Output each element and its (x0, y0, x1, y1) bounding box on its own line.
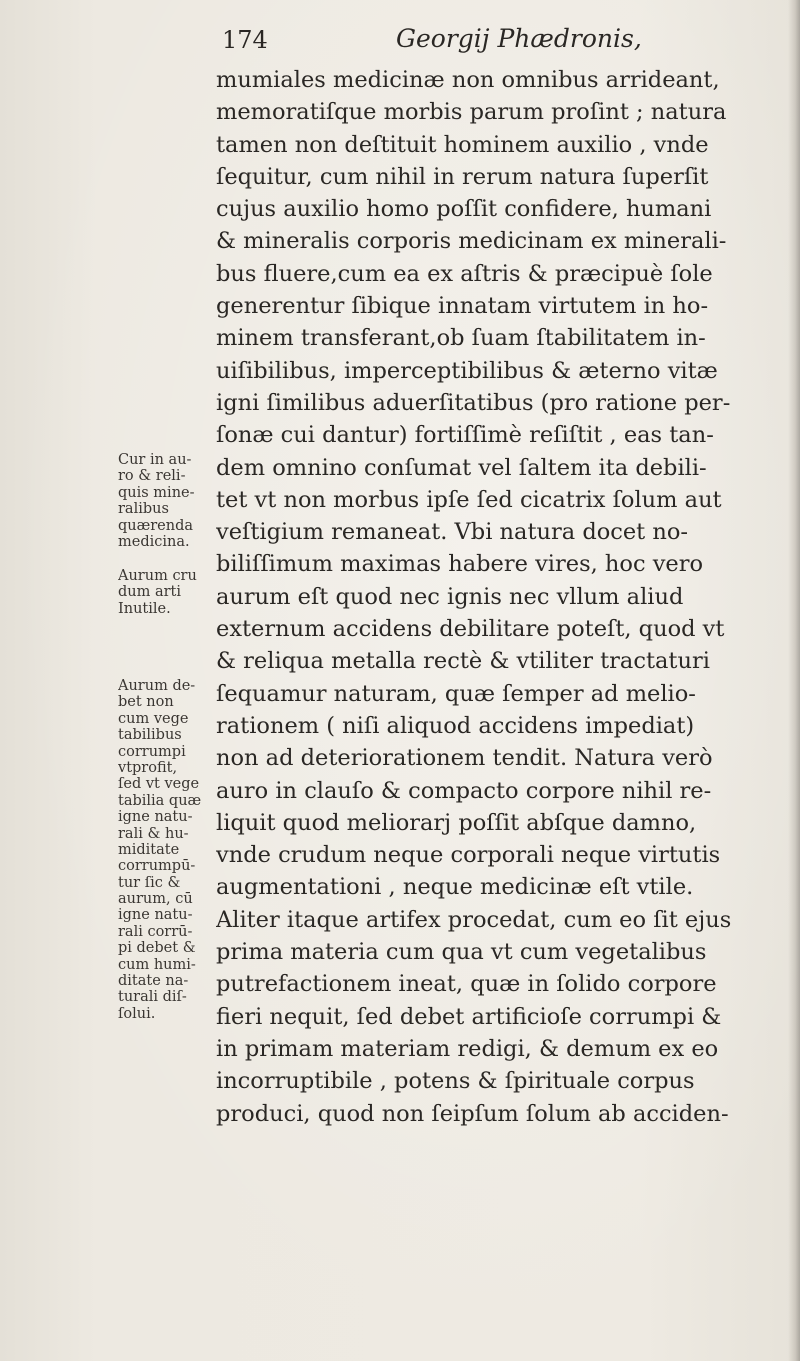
margin-note (118, 568, 216, 617)
text-line: biliſſimum maximas habere vires, hoc vero (216, 551, 704, 578)
text-line: vnde crudum neque corporali neque virtutis (216, 842, 721, 869)
margin-note-line: quis mine- (118, 484, 195, 501)
text-line: putrefactionem ineat, quæ in ſolido corpore (216, 971, 717, 998)
margin-note-line: cum vege (118, 710, 189, 727)
text-line: veſtigium remaneat. Vbi natura docet no- (216, 519, 689, 546)
page-header (218, 20, 738, 60)
margin-note-line: ditate na- (118, 973, 189, 990)
margin-note-line: rali & hu- (118, 825, 189, 842)
text-line: generentur ſibique innatam virtutem in ho- (216, 293, 709, 320)
text-line: tet vt non morbus ipſe ſed cicatrix ſolum aut (216, 486, 722, 513)
margin-note-line: medicina. (118, 533, 190, 550)
margin-note-line: ſed vt vege (118, 776, 200, 793)
text-line: Aliter itaque artifex procedat, cum eo ſit ejus (216, 906, 732, 933)
text-line: externum accidens debilitare poteſt, quod vt (216, 616, 725, 643)
margin-note-line: aurum, cū (118, 891, 193, 908)
margin-note (118, 678, 216, 1022)
text-line: liquit quod meliorarj poſſit abſque damno, (216, 809, 697, 836)
margin-note-line: vtprofit, (118, 759, 178, 776)
margin-note-line: Aurum de- (118, 678, 196, 694)
text-line: & mineralis corporis medicinam ex minerali- (216, 228, 727, 255)
text-line: bus fluere,cum ea ex aſtris & præcipuè ſole (216, 260, 713, 287)
text-line: rationem ( niſi aliquod accidens impediat) (216, 712, 695, 739)
text-line: mumiales medicinæ non omnibus arrideant, (216, 67, 720, 93)
margin-note-line: igne natu- (118, 809, 193, 826)
margin-note-line: quærenda (118, 517, 194, 534)
margin-note-line: Inutile. (118, 600, 171, 617)
text-line: fieri nequit, ſed debet artificioſe corrumpi & (216, 1003, 722, 1030)
margin-note-line: corrumpi (118, 743, 186, 760)
margin-note-line: rali corrū- (118, 923, 193, 940)
running-head: Georgij Phædronis, (396, 24, 642, 53)
page-edge-shadow (788, 0, 800, 1361)
text-line: cujus auxilio homo poſſit confidere, humani (216, 196, 712, 223)
text-line: ſequitur, cum nihil in rerum natura ſuperſit (216, 163, 709, 190)
margin-note (118, 452, 216, 550)
text-line: igni ſimilibus aduerſitatibus (pro ratione per- (216, 389, 731, 416)
margin-note-line: dum arti (118, 584, 182, 601)
main-text-block (216, 64, 772, 1130)
margin-note-line: ralibus (118, 501, 169, 518)
text-line: dem omnino conſumat vel ſaltem ita debili- (216, 454, 707, 481)
margin-note-line: corrumpū- (118, 858, 196, 875)
margin-note-line: bet non (118, 694, 174, 711)
margin-note-line: miditate (118, 841, 180, 858)
text-line: minem transferant,ob ſuam ſtabilitatem in- (216, 325, 706, 352)
margin-note-line: cum humi- (118, 956, 196, 973)
margin-note-line: ſolui. (118, 1005, 156, 1022)
text-line: & reliqua metalla rectè & vtiliter tractaturi (216, 648, 710, 675)
margin-note-line: Cur in au- (118, 452, 192, 468)
page-number: 174 (222, 26, 268, 54)
margin-note-line: Aurum cru (118, 568, 197, 584)
text-line: in primam materiam redigi, & demum ex eo (216, 1035, 719, 1062)
text-line: ſequamur naturam, quæ ſemper ad melio- (216, 680, 696, 707)
margin-note-line: ro & reli- (118, 468, 186, 485)
margin-note-line: tur ſic & (118, 874, 181, 891)
text-line: tamen non deſtituit hominem auxilio , vnde (216, 131, 709, 158)
text-line: aurum eſt quod nec ignis nec vllum aliud (216, 583, 684, 610)
margin-note-line: tabilia quæ (118, 792, 202, 809)
margin-note-line: pi debet & (118, 940, 196, 957)
text-line: non ad deteriorationem tendit. Natura verò (216, 745, 713, 772)
text-line: auro in clauſo & compacto corpore nihil re- (216, 777, 712, 804)
margin-note-line: tabilibus (118, 727, 182, 744)
text-line: uiſibilibus, imperceptibilibus & æterno vitæ (216, 357, 718, 384)
text-line: augmentationi , neque medicinæ eſt vtile. (216, 874, 694, 901)
text-line: produci, quod non ſeipſum ſolum ab acciden- (216, 1100, 729, 1127)
text-line: incorruptibile , potens & ſpirituale corpus (216, 1068, 695, 1095)
text-line: ſonæ cui dantur) fortiſſimè reſiſtit , eas tan- (216, 422, 714, 449)
text-line: prima materia cum qua vt cum vegetalibus (216, 939, 707, 966)
margin-note-line: turali diſ- (118, 989, 187, 1006)
margin-note-line: igne natu- (118, 907, 193, 924)
text-line: memoratiſque morbis parum proſint ; natura (216, 99, 727, 126)
